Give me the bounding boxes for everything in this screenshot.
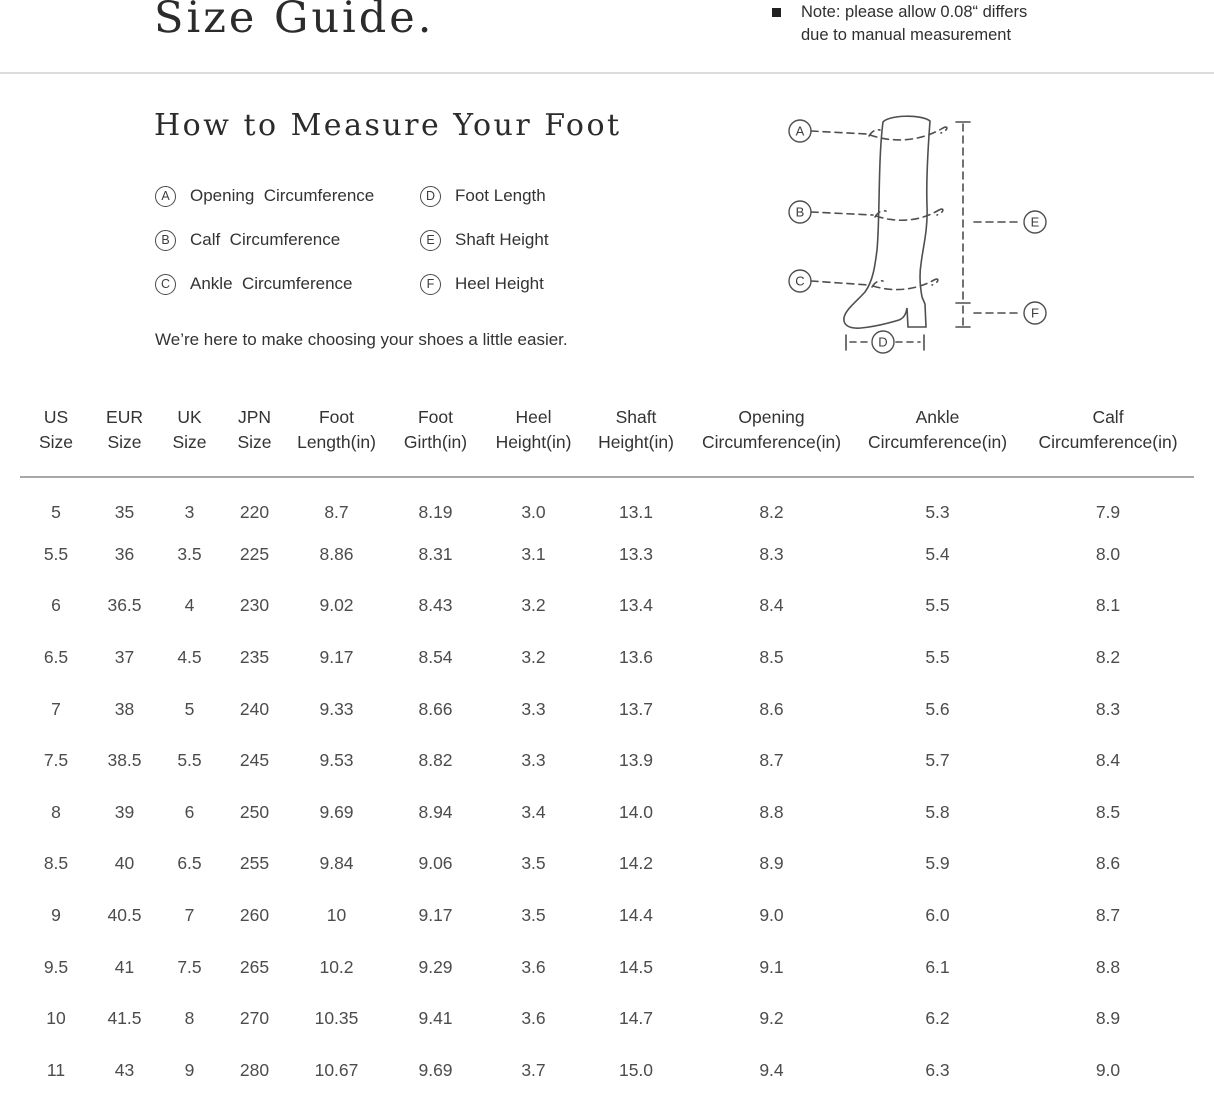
table-cell: 36.5 (107, 595, 142, 616)
legend-item-heel-height (420, 274, 640, 295)
table-cell: 8.3 (1095, 698, 1121, 719)
table-cell: 10 (326, 905, 347, 926)
table-row (20, 993, 1194, 1045)
table-cell: 8.4 (759, 595, 784, 616)
table-cell: 4 (184, 595, 195, 616)
table-cell: 8.5 (759, 647, 784, 668)
boot-measurement-diagram (768, 100, 1080, 368)
table-cell: 220 (239, 501, 270, 522)
table-cell: 14.5 (618, 956, 654, 977)
table-cell: 13.1 (618, 501, 654, 522)
table-cell: 9.0 (1095, 1059, 1121, 1080)
table-cell: 8.7 (759, 750, 784, 771)
table-cell: 13.4 (618, 595, 654, 616)
table-cell: 240 (239, 698, 270, 719)
note-line-1: Note: please allow 0.08“ differs (801, 3, 1028, 21)
table-cell: 7.9 (1095, 501, 1121, 522)
table-cell: 5.8 (925, 801, 950, 822)
table-cell: 265 (239, 956, 270, 977)
table-cell: 5.5 (925, 647, 950, 668)
table-cell: 3.5 (177, 543, 202, 564)
column-header: Shaft Height(in) (582, 395, 690, 477)
column-header: Calf Circumference(in) (1022, 395, 1194, 477)
table-cell: 6.3 (925, 1059, 950, 1080)
table-cell: 6 (51, 595, 61, 616)
table-cell: 3.3 (521, 698, 546, 719)
table-cell: 35 (114, 501, 135, 522)
table-cell: 14.2 (618, 853, 654, 874)
note-line-2: due to manual measurement (801, 25, 1012, 44)
table-cell: 8.1 (1095, 595, 1121, 616)
table-cell: 8.66 (418, 698, 453, 719)
table-cell: 8.2 (759, 501, 784, 522)
table-cell: 7 (184, 905, 195, 926)
table-cell: 280 (239, 1059, 270, 1080)
table-cell: 8.8 (759, 801, 784, 822)
measure-section-heading: How to Measure Your Foot (154, 108, 622, 143)
table-cell: 9.69 (319, 801, 354, 822)
table-cell: 4.5 (177, 647, 202, 668)
table-cell: 9.0 (759, 905, 784, 926)
table-cell: 13.7 (618, 698, 654, 719)
table-cell: 9.17 (418, 905, 453, 926)
table-cell: 39 (114, 801, 135, 822)
table-cell: 9 (184, 1059, 195, 1080)
table-cell: 13.9 (618, 750, 654, 771)
table-cell: 8.0 (1095, 543, 1121, 564)
legend-label: Shaft Height (455, 230, 549, 249)
table-cell: 8.82 (418, 750, 453, 771)
table-cell: 230 (239, 595, 270, 616)
header-divider (0, 72, 1214, 74)
table-cell: 11 (46, 1059, 66, 1080)
table-cell: 9.17 (319, 647, 354, 668)
table-row (20, 890, 1194, 942)
diagram-letter-f: F (1031, 305, 1039, 321)
table-cell: 8.8 (1095, 956, 1121, 977)
table-cell: 7.5 (43, 750, 69, 771)
column-header: Ankle Circumference(in) (853, 395, 1022, 477)
diagram-letter-a: A (795, 123, 805, 139)
table-cell: 5 (51, 501, 61, 522)
table-cell: 3.3 (521, 750, 546, 771)
table-cell: 43 (114, 1059, 135, 1080)
legend-label: Heel Height (455, 274, 544, 293)
table-cell: 38 (114, 698, 135, 719)
legend-label: Calf Circumference (190, 230, 341, 249)
table-cell: 3.2 (521, 595, 546, 616)
table-cell: 6.5 (43, 647, 69, 668)
circled-letter-f-icon: F (420, 274, 441, 295)
table-cell: 5.5 (43, 543, 69, 564)
table-cell: 8.2 (1095, 647, 1121, 668)
table-cell: 5.4 (925, 543, 950, 564)
table-cell: 41 (114, 956, 135, 977)
table-cell: 10.35 (314, 1008, 359, 1029)
table-cell: 225 (239, 543, 270, 564)
table-cell: 3.4 (521, 801, 546, 822)
table-cell: 9.02 (319, 595, 354, 616)
table-cell: 3.6 (521, 956, 546, 977)
table-cell: 8.19 (418, 501, 453, 522)
page-title: Size Guide. (154, 0, 435, 43)
table-cell: 40 (114, 853, 135, 874)
table-cell: 6.2 (925, 1008, 950, 1029)
table-cell: 5.3 (925, 501, 950, 522)
table-cell: 8.31 (418, 543, 453, 564)
table-cell: 14.7 (618, 1008, 654, 1029)
table-cell: 37 (114, 647, 135, 668)
table-row (20, 941, 1194, 993)
legend-item-calf-circumference (155, 230, 420, 251)
circled-letter-a-icon: A (155, 186, 176, 207)
table-cell: 9.69 (418, 1059, 453, 1080)
table-cell: 8.4 (1095, 750, 1121, 771)
table-cell: 14.0 (618, 801, 654, 822)
leader-b (811, 212, 873, 215)
table-cell: 9.2 (759, 1008, 784, 1029)
column-header: UK Size (157, 395, 222, 477)
table-cell: 3.1 (521, 543, 546, 564)
tagline: We’re here to make choosing your shoes a little easier. (155, 330, 568, 349)
boot-outline (844, 116, 930, 328)
table-cell: 5.5 (925, 595, 950, 616)
table-row (20, 735, 1194, 787)
column-header: Opening Circumference(in) (690, 395, 853, 477)
table-cell: 10.2 (319, 956, 354, 977)
table-cell: 9.29 (418, 956, 453, 977)
column-header: US Size (20, 395, 92, 477)
table-cell: 10 (46, 1008, 66, 1029)
table-row (20, 580, 1194, 632)
table-cell: 3.5 (521, 905, 546, 926)
table-cell: 3.6 (521, 1008, 546, 1029)
table-cell: 5 (184, 698, 195, 719)
table-cell: 3.0 (521, 501, 546, 522)
table-cell: 9.4 (759, 1059, 784, 1080)
table-cell: 5.7 (925, 750, 950, 771)
diagram-letter-b: B (795, 204, 805, 220)
table-cell: 6.1 (925, 956, 950, 977)
table-cell: 3.7 (521, 1059, 546, 1080)
table-cell: 36 (114, 543, 135, 564)
table-row (20, 838, 1194, 890)
legend-item-opening-circumference (155, 186, 420, 207)
table-cell: 13.6 (618, 647, 654, 668)
legend-item-foot-length (420, 186, 640, 207)
table-cell: 9.06 (418, 853, 453, 874)
table-cell: 8.5 (43, 853, 69, 874)
column-header: JPN Size (222, 395, 287, 477)
table-cell: 3.5 (521, 853, 546, 874)
circled-letter-b-icon: B (155, 230, 176, 251)
circled-letter-e-icon: E (420, 230, 441, 251)
table-cell: 8.9 (759, 853, 784, 874)
table-cell: 7.5 (177, 956, 202, 977)
circled-letter-c-icon: C (155, 274, 176, 295)
column-header: EUR Size (92, 395, 157, 477)
table-cell: 9.1 (759, 956, 784, 977)
column-header: Heel Height(in) (485, 395, 582, 477)
table-row (20, 787, 1194, 839)
table-cell: 8.7 (324, 501, 349, 522)
size-table-body (20, 477, 1194, 1096)
size-table-header (20, 395, 1194, 477)
legend-label: Foot Length (455, 186, 546, 205)
legend-item-shaft-height (420, 230, 640, 251)
size-table-header-row (20, 395, 1194, 477)
table-cell: 245 (239, 750, 270, 771)
square-bullet-icon (772, 8, 781, 17)
legend-item-ankle-circumference (155, 274, 420, 295)
table-cell: 8 (51, 801, 61, 822)
table-row (20, 1045, 1194, 1097)
table-cell: 9.5 (43, 956, 69, 977)
table-cell: 8 (184, 1008, 195, 1029)
diagram-letter-c: C (795, 273, 805, 289)
size-table (20, 395, 1194, 1096)
table-cell: 9.41 (418, 1008, 453, 1029)
table-cell: 8.94 (418, 801, 453, 822)
table-cell: 250 (239, 801, 270, 822)
table-cell: 6.5 (177, 853, 202, 874)
table-cell: 5.6 (925, 698, 950, 719)
measurement-note (772, 1, 1027, 46)
circled-letter-d-icon: D (420, 186, 441, 207)
table-cell: 8.9 (1095, 1008, 1121, 1029)
table-cell: 6 (184, 801, 195, 822)
table-row (20, 529, 1194, 581)
table-cell: 8.43 (418, 595, 453, 616)
table-row (20, 477, 1194, 529)
table-cell: 14.4 (618, 905, 654, 926)
wrap-a (870, 128, 943, 140)
table-cell: 15.0 (618, 1059, 654, 1080)
table-cell: 9 (51, 905, 61, 926)
table-cell: 255 (239, 853, 270, 874)
table-cell: 8.54 (418, 647, 453, 668)
table-cell: 38.5 (107, 750, 142, 771)
table-cell: 8.3 (759, 543, 784, 564)
leader-c (811, 281, 869, 285)
table-cell: 7 (51, 698, 61, 719)
table-cell: 6.0 (925, 905, 950, 926)
table-cell: 9.84 (319, 853, 354, 874)
table-cell: 5.9 (925, 853, 950, 874)
table-row (20, 683, 1194, 735)
leader-a (811, 131, 867, 134)
column-header: Foot Girth(in) (386, 395, 485, 477)
diagram-letter-d: D (878, 334, 888, 350)
measure-legend (155, 174, 640, 306)
table-row (20, 632, 1194, 684)
table-cell: 41.5 (107, 1008, 142, 1029)
table-cell: 8.5 (1095, 801, 1121, 822)
table-cell: 9.33 (319, 698, 354, 719)
table-cell: 5.5 (177, 750, 202, 771)
column-header: Foot Length(in) (287, 395, 386, 477)
table-cell: 260 (239, 905, 270, 926)
diagram-letter-e: E (1030, 214, 1040, 230)
table-cell: 40.5 (107, 905, 142, 926)
table-cell: 8.6 (1095, 853, 1121, 874)
table-cell: 235 (239, 647, 270, 668)
table-cell: 13.3 (618, 543, 654, 564)
table-cell: 3 (184, 501, 195, 522)
table-cell: 3.2 (521, 647, 546, 668)
table-cell: 8.7 (1095, 905, 1121, 926)
legend-label: Opening Circumference (190, 186, 375, 205)
table-cell: 9.53 (319, 750, 354, 771)
table-cell: 8.86 (319, 543, 354, 564)
table-cell: 270 (239, 1008, 270, 1029)
table-cell: 8.6 (759, 698, 784, 719)
table-cell: 10.67 (314, 1059, 359, 1080)
legend-label: Ankle Circumference (190, 274, 353, 293)
